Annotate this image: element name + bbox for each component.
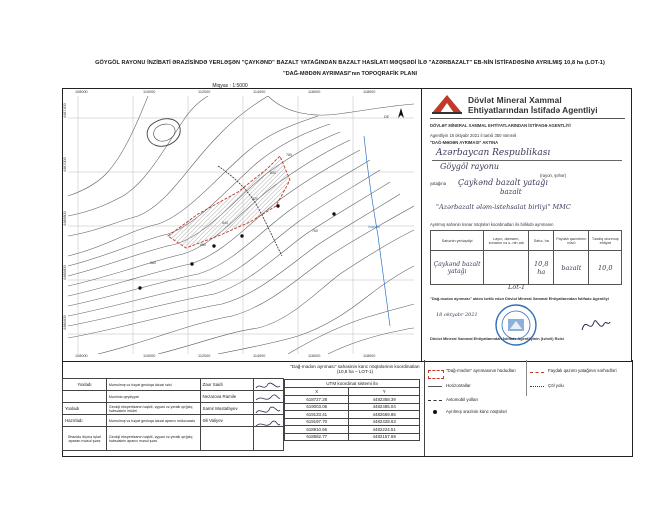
table-cell: 4482669.86: [349, 411, 420, 419]
document-subtitle: "DAĞ-MƏDƏN AYRIMASI"nın TOPOQRAFİK PLANI: [282, 71, 418, 77]
agency-name-line1: Dövlət Mineral Xammal: [468, 95, 562, 105]
legend-item: Çöl yolu: [548, 383, 564, 388]
x-tick-label: 108000: [75, 354, 88, 358]
legend-item: "Dağ-mədən" ayrımasının hüdudları: [446, 368, 516, 373]
mineral-handwritten: bazalt: [500, 188, 522, 196]
agency-name-line2: Ehtiyatlarından İstifadə Agentliyi: [468, 105, 598, 115]
coords-system: UTM koordinat sistemi ilə: [285, 380, 420, 388]
line: [432, 160, 622, 161]
north-arrow-icon: [384, 108, 404, 119]
name-cell: Əli Valiyev: [200, 415, 254, 427]
x-tick-label: 112000: [198, 354, 211, 358]
divider: [424, 360, 425, 456]
district-handwritten: Göygöl rayonu: [440, 162, 499, 171]
x-tick-label: 118000: [363, 354, 376, 358]
column-header: X: [285, 388, 349, 396]
user-handwritten: "Azərbazalt ələm-istehsalat birliyi" MMC: [436, 203, 571, 211]
role-cell: Yoxladı: [63, 403, 107, 415]
purpose-text: Ayrılmış sahənin kənar nöqtələri koordinatları ilə birlikdə ayrımanın: [430, 222, 554, 227]
table-cell: 4482358.39: [349, 396, 420, 404]
coordinates-table: [284, 379, 420, 441]
y-tick-label: 4487400: [63, 103, 67, 118]
role-cell: Yoxladı: [63, 379, 107, 391]
date-handwritten: 18 oktyabr 2021: [436, 312, 478, 318]
act-reference: Agentliyin 18 oktyabr 2021 il tarixli 350 nömrəli: [430, 133, 517, 138]
table-cell: 4482224.51: [349, 426, 420, 434]
x-tick-label: 110000: [143, 90, 156, 94]
contour-swatch-icon: [428, 386, 442, 387]
legend-item: Ayrılmış ərazinin künc nöqtələri: [446, 409, 507, 414]
name-cell: Zaur Saidi: [200, 379, 254, 391]
elevation-label: 800: [270, 171, 276, 175]
x-tick-label: 114000: [253, 354, 266, 358]
table-cell: [484, 251, 529, 285]
signatures-icon: [254, 380, 282, 446]
y-tick-label: 4486800: [63, 211, 67, 226]
coords-caption: "Dağ-mədən ayrıması" sahəsinin künc nöqtələrinin koordinatları (10,8 ha – LOT-1): [290, 364, 420, 374]
table-header: Təsdiq olunmuş ehtiyat: [589, 231, 622, 251]
y-tick-label: 4486600: [63, 265, 67, 280]
signature-icon: [578, 312, 612, 336]
table-cell: 619133.41: [285, 411, 349, 419]
signatures-table: [62, 378, 284, 451]
map-scale: Miqyas : 1:5000: [212, 83, 248, 89]
river-label: Xokullu: [368, 225, 380, 229]
table-cell: 618727.28: [285, 396, 349, 404]
boundary-swatch-icon: [428, 370, 444, 379]
divider: [526, 360, 527, 396]
field-handwritten: Çaykənd bazalt yatağı: [458, 178, 548, 187]
table-header: Faydalı qazıntının növü: [554, 231, 589, 251]
name-cell: Nezarova Ramile: [200, 391, 254, 403]
x-tick-label: 116000: [308, 90, 321, 94]
elevation-label: 880: [150, 261, 156, 265]
divider: [430, 118, 625, 119]
track-swatch-icon: [530, 386, 544, 387]
desc-cell: Geoloji ekspertizanın təşkili, əyyəst və yeraltı qırğılıq həbsəsinin aparıcı məsul şəxs: [106, 427, 200, 451]
x-tick-label: 108000: [75, 90, 88, 94]
legend-item: Horizontallar: [446, 383, 471, 388]
x-tick-label: 110000: [143, 354, 156, 358]
x-tick-label: 118000: [363, 90, 376, 94]
table-cell: 618582.77: [285, 433, 349, 441]
elevation-label: 820: [252, 197, 258, 201]
table-cell: 4482157.69: [349, 433, 420, 441]
role-cell: Hazırladı: [63, 415, 107, 427]
reserve-table: [430, 230, 622, 285]
signer-label: "Dağ-mədən ayrıması" aktını tərtib edən Dövlət Mineral Xammal Ehtiyatlarından İstifadə Agentliyi: [430, 296, 609, 301]
name-cell: Samir Mustafayev: [200, 403, 254, 415]
river: [364, 136, 390, 326]
table-cell: 618910.66: [285, 426, 349, 434]
role-cell: Ərazidə ölçmə işləri aparan məsul şəxs: [63, 427, 107, 451]
legend-item: Faydalı qazıntı yatağının sərhədləri: [548, 368, 617, 373]
x-tick-label: 114000: [253, 90, 266, 94]
table-header: Sahənin yerləşdiyi: [431, 231, 484, 251]
name-cell: [200, 427, 254, 451]
elevation-label: 780: [286, 153, 292, 157]
road-swatch-icon: [428, 400, 442, 401]
district-label: (rayon, şəhər): [540, 173, 567, 178]
y-tick-label: 4486400: [63, 315, 67, 330]
stamp-caption: Dövlət Mineral Xammal Ehtiyatlarından İstifadə Agentliyinin (təhvil) Rəisi: [430, 336, 564, 341]
point-swatch-icon: [433, 410, 437, 414]
table-cell: Çaykənd bazalt yatağı: [431, 251, 484, 285]
table-cell: bazalt: [554, 251, 589, 285]
topographic-map[interactable]: [68, 96, 414, 354]
column-header: Y: [349, 388, 420, 396]
desc-cell: Məmulmış və həyat geoloqa ləkəsi aparıcı mütəxəssis: [106, 415, 200, 427]
north-label: DE: [384, 115, 389, 119]
lot-handwritten: Lot-1: [508, 283, 526, 291]
country-handwritten: Azərbaycan Respublikası: [436, 148, 551, 158]
table-cell: 619197.70: [285, 418, 349, 426]
y-tick-label: 4487000: [63, 157, 67, 172]
table-header: Sahə, ha: [529, 231, 554, 251]
table-cell: 10,0: [589, 251, 622, 285]
legend-item: Avtomobil yolları: [446, 397, 479, 402]
elevation-label: 760: [312, 229, 318, 233]
agency-logo-icon: [430, 93, 464, 115]
agency-header: DÖVLƏT MİNERAL XAMMAL EHTİYATLARINDAN İSTİFADƏ AGENTLİYİ: [430, 123, 571, 128]
elevation-label: 860: [200, 243, 206, 247]
role-cell: [63, 391, 107, 403]
table-header: Layın, damarın, zonanın və s.-nin adı: [484, 231, 529, 251]
field-prefix: yatağına: [430, 181, 447, 186]
desc-cell: Mənimlə qeydiyyat: [106, 391, 200, 403]
table-cell: 4482485.04: [349, 403, 420, 411]
act-label: "DAĞ-MƏDƏN AYRIMASI" AKTINA: [430, 140, 499, 145]
desc-cell: Geoloji ekspertizanın təşkili, əyyəst və yeraltı qırğılıq həbsəsinin müdiri: [106, 403, 200, 415]
deposit-swatch-icon: [530, 372, 544, 373]
desc-cell: Məmulmış və həyat geoloqa ləkəsi rəisi: [106, 379, 200, 391]
x-tick-label: 116000: [308, 354, 321, 358]
elevation-label: 840: [222, 221, 228, 225]
document-title: GÖYGÖL RAYONU İNZİBATİ ƏRAZİSİNDƏ YERLƏŞƏN "ÇAYKƏND" BAZALT YATAĞINDAN BAZALT HASİLATI MƏQSƏDİ İLƏ "AZƏRBAZALT" EB-NİN İSTİFADƏSİNƏ AYRILMIŞ 10,8 ha (LOT-1): [95, 60, 605, 66]
table-cell: 4482428.63: [349, 418, 420, 426]
table-cell: 10,8 ha: [529, 251, 554, 285]
x-tick-label: 112000: [198, 90, 211, 94]
table-cell: 619003.06: [285, 403, 349, 411]
